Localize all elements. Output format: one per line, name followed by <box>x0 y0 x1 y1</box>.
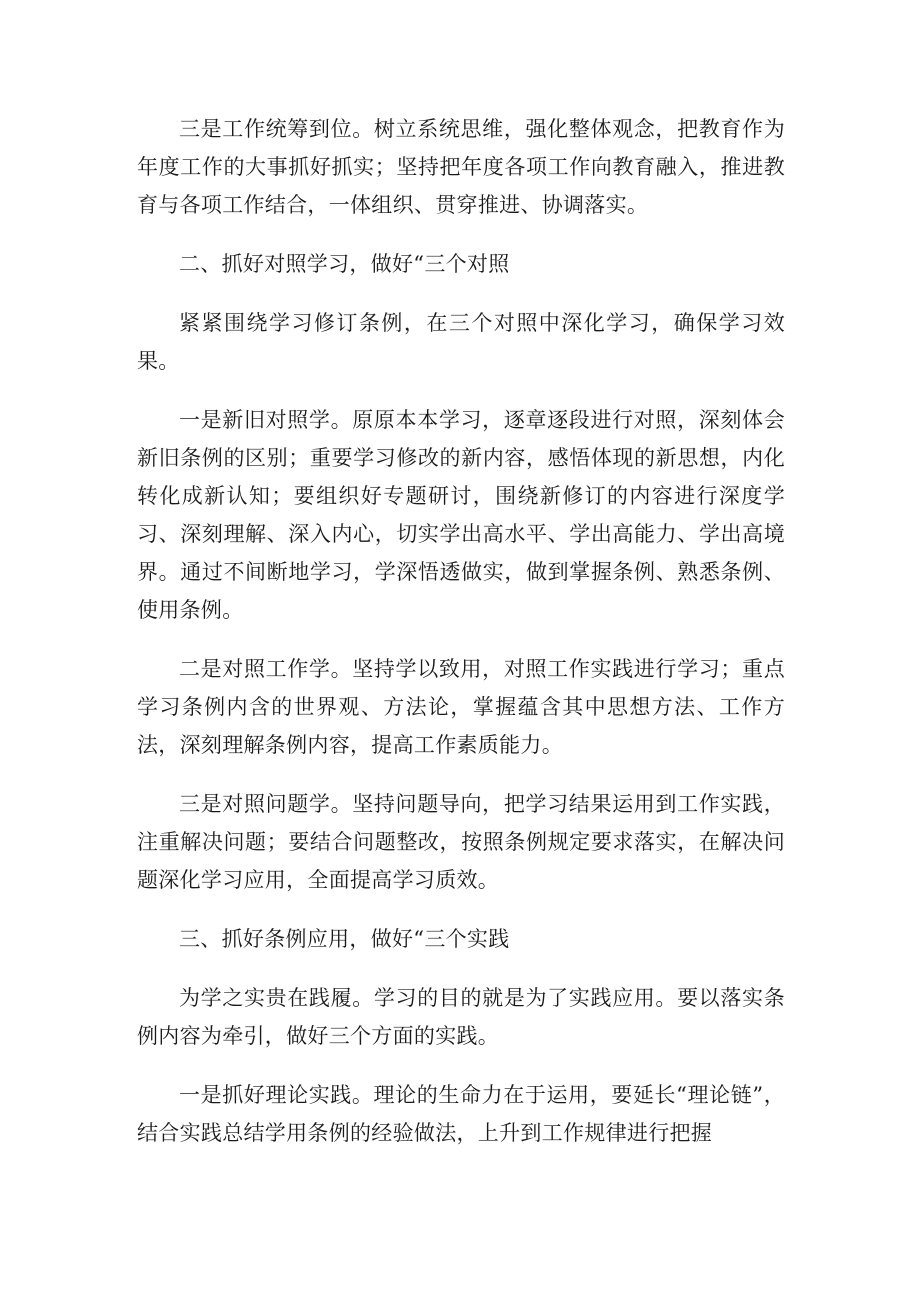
section-heading-three: 三、抓好条例应用，做好“三个实践 <box>179 927 510 951</box>
paragraph-problem-comparison: 三是对照问题学。坚持问题导向，把学习结果运用到工作实践，注重解决问题；要结合问题整改，按照条例规定要求落实，在解决问题深化学习应用，全面提高学习质效。 <box>137 792 785 892</box>
paragraph-section-three-intro: 为学之实贵在践履。学习的目的就是为了实践应用。要以落实条例内容为牵引，做好三个方面的实践。 <box>137 986 785 1048</box>
paragraph-old-new-comparison: 一是新旧对照学。原原本本学习，逐章逐段进行对照，深刻体会新旧条例的区别；重要学习修改的新内容，感悟体现的新思想，内化转化成新认知；要组织好专题研讨，围绕新修订的内容进行深度学习、深刻理解、深入内心，切实学出高水平、学出高能力、学出高境界。通过不间断地学习，学深悟透做实，做到掌握条例、熟悉条例、使用条例。 <box>137 408 785 622</box>
section-heading-two: 二、抓好对照学习，做好“三个对照 <box>179 252 510 276</box>
paragraph-work-comparison: 二是对照工作学。坚持学以致用，对照工作实践进行学习；重点学习条例内含的世界观、方法论，掌握蕴含其中思想方法、工作方法，深刻理解条例内容，提高工作素质能力。 <box>137 657 785 757</box>
paragraph-theory-practice: 一是抓好理论实践。理论的生命力在于运用，要延长“理论链”，结合实践总结学用条例的经验做法，上升到工作规律进行把握 <box>137 1083 785 1145</box>
paragraph-section-two-intro: 紧紧围绕学习修订条例，在三个对照中深化学习，确保学习效果。 <box>137 311 785 373</box>
paragraph-work-coordination: 三是工作统筹到位。树立系统思维，强化整体观念，把教育作为年度工作的大事抓好抓实；坚持把年度各项工作向教育融入，推进教育与各项工作结合，一体组织、贯穿推进、协调落实。 <box>137 117 785 217</box>
document-body <box>137 110 785 1152</box>
